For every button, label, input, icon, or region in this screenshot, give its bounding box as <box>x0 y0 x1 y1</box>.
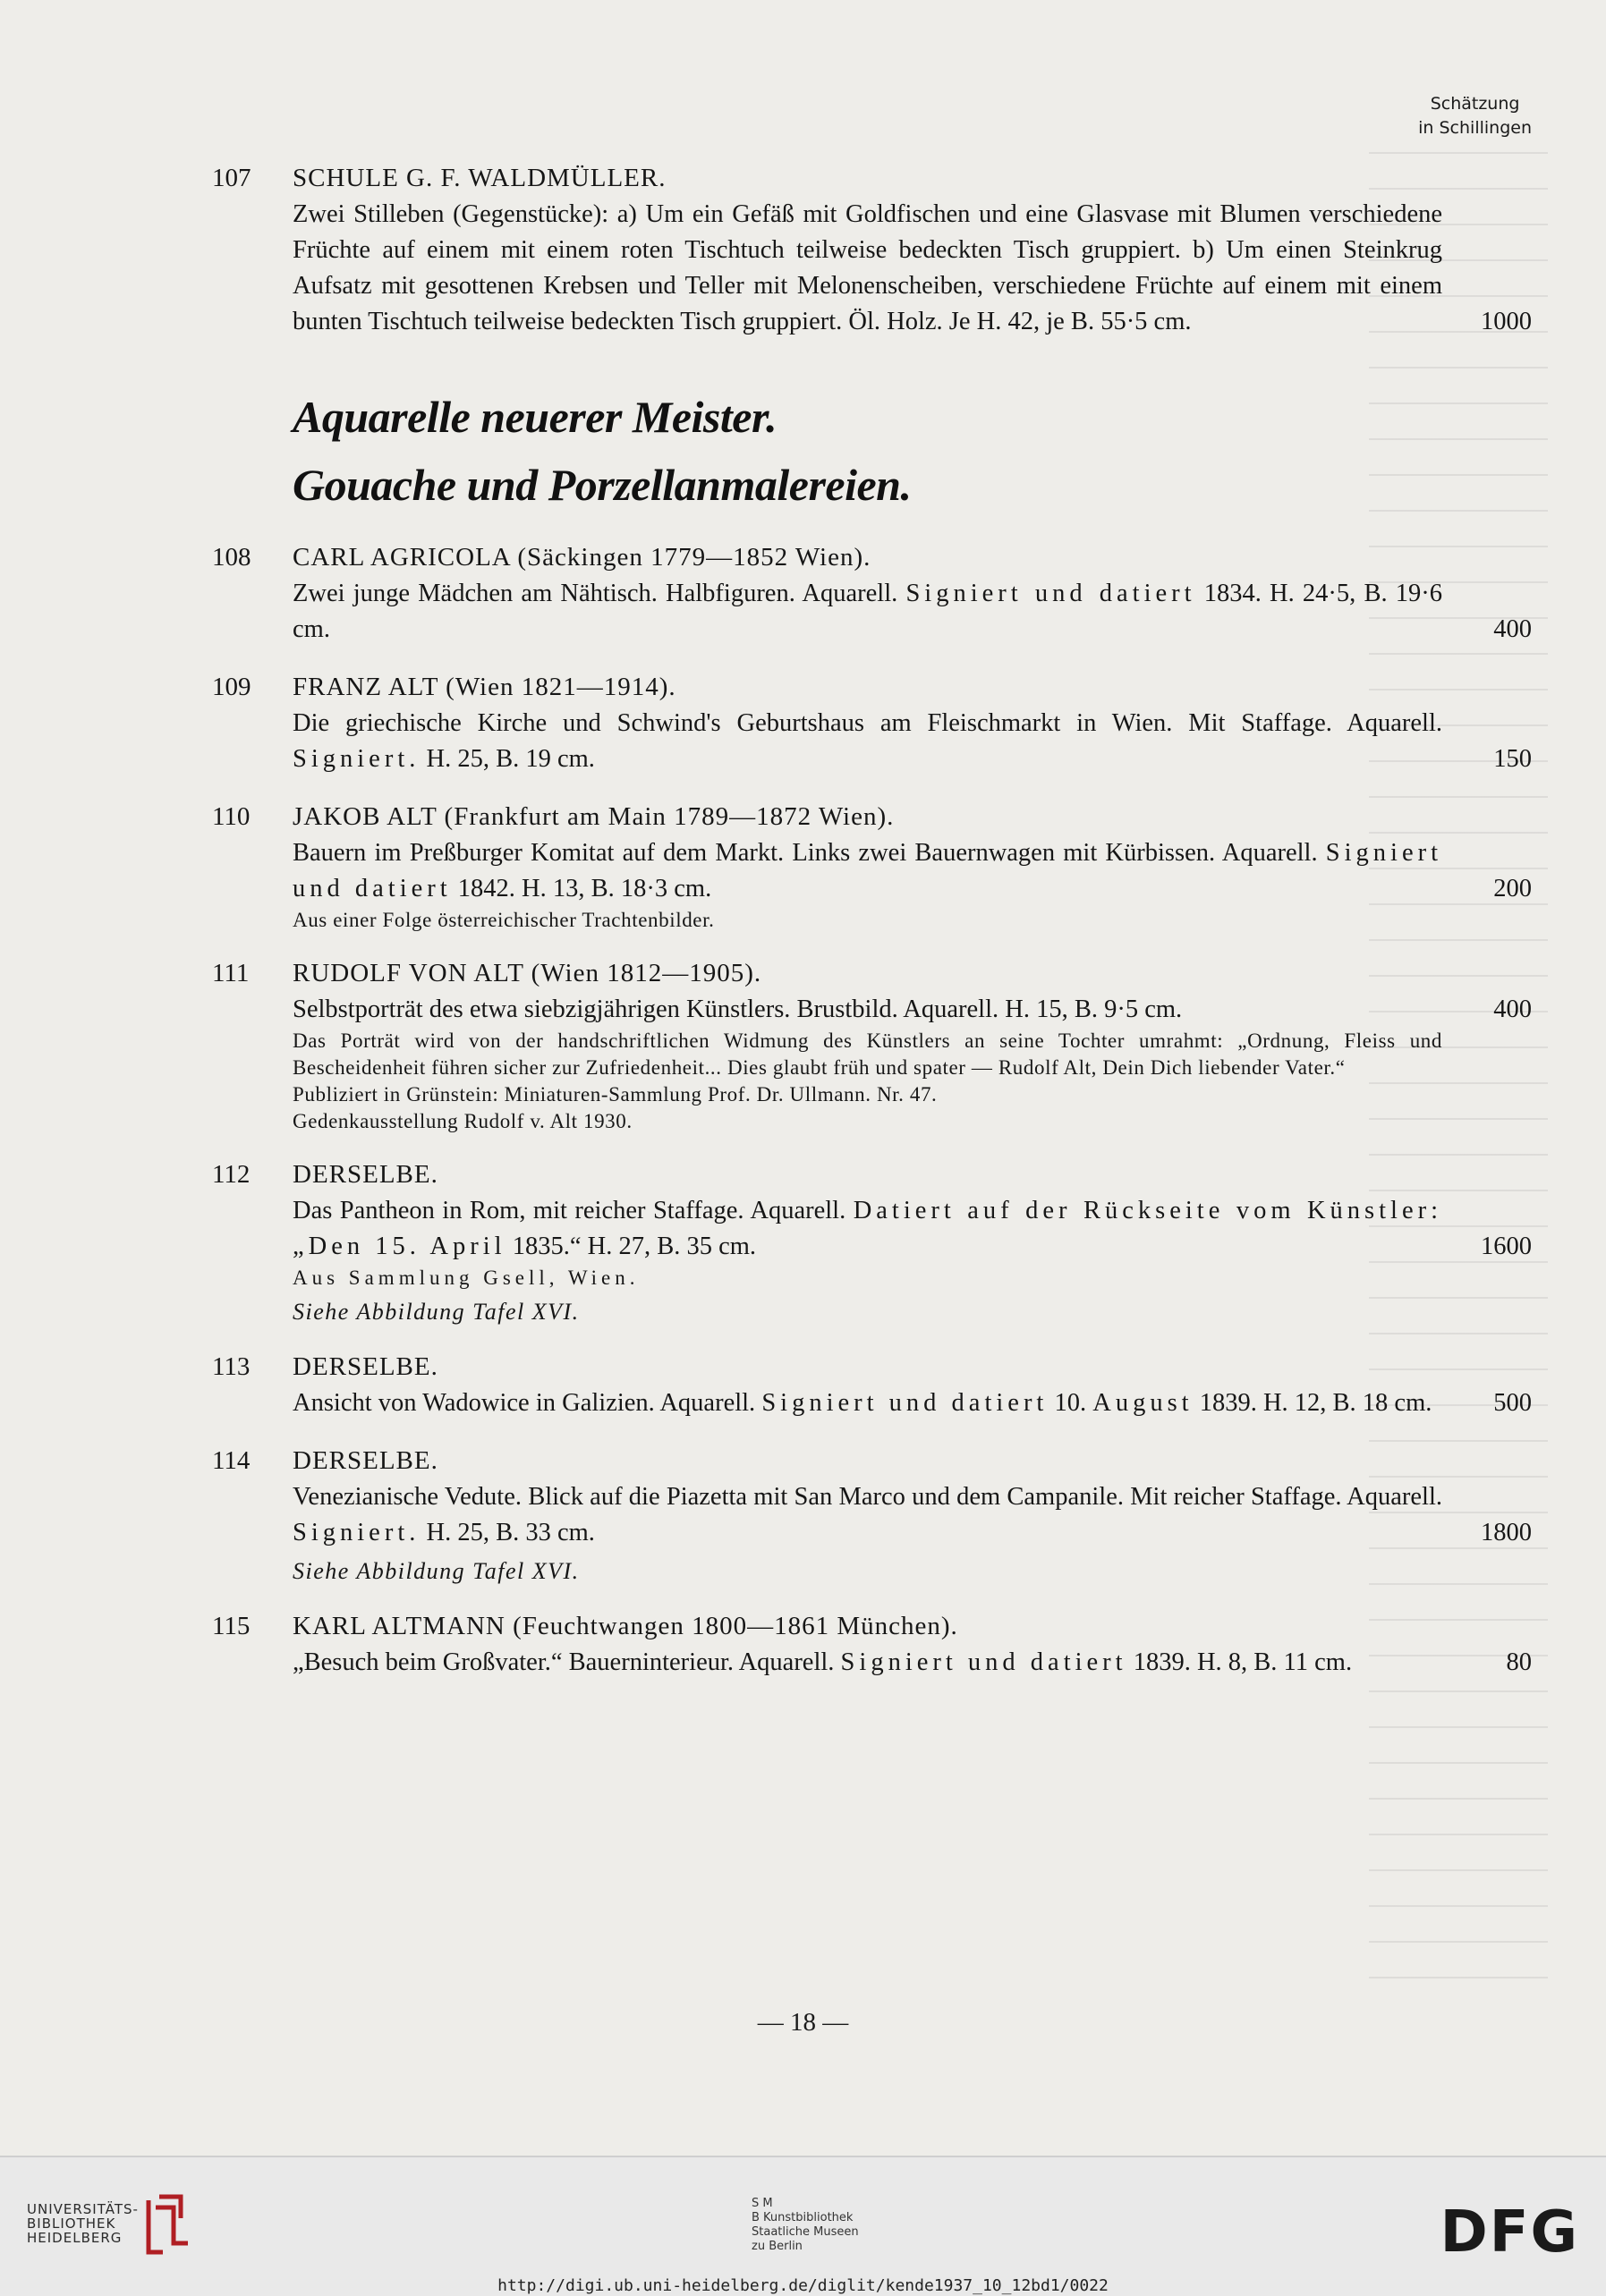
entry-illustration-ref: Siehe Abbildung Tafel XVI. <box>293 1558 580 1584</box>
entry-illustration-ref: Siehe Abbildung Tafel XVI. <box>293 1299 580 1325</box>
estimate-header-line1: Schätzung <box>1430 94 1520 114</box>
page-number: — 18 — <box>757 2008 849 2037</box>
estimate-price: 150 <box>1493 745 1532 773</box>
lot-number: 107 <box>212 164 251 192</box>
estimate-price: 1000 <box>1481 308 1532 335</box>
lot-number: 114 <box>212 1446 251 1475</box>
university-logo-icon <box>141 2193 195 2258</box>
estimate-price: 1600 <box>1481 1233 1532 1260</box>
entry-heading: JAKOB ALT (Frankfurt am Main 1789—1872 Wien). <box>293 802 895 831</box>
estimate-price: 1800 <box>1481 1519 1532 1546</box>
lot-number: 115 <box>212 1612 251 1640</box>
smb-kunstbibliothek-logo: S M B Kunstbibliothek Staatliche Museen zu Berlin <box>752 2197 859 2253</box>
entry-description: Venezianische Vedute. Blick auf die Piazetta mit San Marco und dem Campanile. Mit reicher Staffage. Aquarell. Signiert. H. 25, B. 33 cm. 1800 <box>293 1479 1532 1551</box>
entry-note: Aus einer Folge österreichischer Trachtenbilder. <box>293 909 715 931</box>
entry-description: Bauern im Preßburger Komitat auf dem Markt. Links zwei Bauernwagen mit Kürbissen. Aquarell. Signiert und datiert 1842. H. 13, B. 18·3 cm. 200 <box>293 835 1532 907</box>
estimate-price: 200 <box>1493 875 1532 902</box>
entry-publication: Publiziert in Grünstein: Miniaturen-Sammlung Prof. Dr. Ullmann. Nr. 47. <box>293 1083 938 1106</box>
entry-description: Die griechische Kirche und Schwind's Geburtshaus am Fleischmarkt in Wien. Mit Staffage. Aquarell. Signiert. H. 25, B. 19 cm. 150 <box>293 706 1532 777</box>
estimate-column-header <box>1418 92 1532 140</box>
section-heading <box>293 383 1532 519</box>
source-url-link[interactable]: http://digi.ub.uni-heidelberg.de/diglit/kende1937_10_12bd1/0022 <box>497 2276 1109 2295</box>
catalog-entry-113 <box>212 1348 1532 1421</box>
estimate-price: 500 <box>1493 1389 1532 1417</box>
catalog-content <box>212 159 1532 1701</box>
catalog-entry-109 <box>212 668 1532 777</box>
estimate-price: 80 <box>1506 1648 1532 1676</box>
entry-description: Ansicht von Wadowice in Galizien. Aquarell. Signiert und datiert 10. August 1839. H. 12, B. 18 cm. 500 <box>293 1385 1532 1421</box>
entry-heading: DERSELBE. <box>293 1160 438 1189</box>
entry-description: Zwei junge Mädchen am Nähtisch. Halbfiguren. Aquarell. Signiert und datiert 1834. H. 24·5, B. 19·6 cm. 400 <box>293 576 1532 648</box>
entry-heading: FRANZ ALT (Wien 1821—1914). <box>293 673 676 701</box>
catalog-entry-112 <box>212 1156 1532 1327</box>
entry-note: Das Porträt wird von der handschriftlichen Widmung des Künstlers an seine Tochter umrahmt: „Ordnung, Fleiss und Bescheidenheit führen sicher zur Zufriedenheit... Dies glaubt früh und spater — Rudolf Alt, Dein Dich liebender Vater.“ <box>293 1029 1442 1079</box>
lot-number: 112 <box>212 1160 251 1189</box>
entry-heading: DERSELBE. <box>293 1352 438 1381</box>
digitization-footer <box>0 2156 1606 2296</box>
entry-description: Das Pantheon in Rom, mit reicher Staffage. Aquarell. Datiert auf der Rückseite vom Künstler: „Den 15. April 1835.“ H. 27, B. 35 cm. 1600 <box>293 1193 1532 1265</box>
entry-description: „Besuch beim Großvater.“ Bauerninterieur. Aquarell. Signiert und datiert 1839. H. 8, B. 11 cm. 80 <box>293 1645 1532 1681</box>
entry-heading: SCHULE G. F. WALDMÜLLER. <box>293 164 667 192</box>
dfg-logo: DFG <box>1440 2199 1579 2266</box>
entry-description: Selbstporträt des etwa siebzigjährigen Künstlers. Brustbild. Aquarell. H. 15, B. 9·5 cm. 400 <box>293 992 1532 1028</box>
lot-number: 111 <box>212 959 250 987</box>
entry-provenance: Aus Sammlung Gsell, Wien. <box>293 1267 640 1289</box>
section-heading-line2: Gouache und Porzellanmalereien. <box>293 460 912 510</box>
lot-number: 108 <box>212 543 251 572</box>
catalog-entry-115 <box>212 1607 1532 1681</box>
entry-heading: CARL AGRICOLA (Säckingen 1779—1852 Wien). <box>293 543 871 572</box>
catalog-entry-111 <box>212 954 1532 1135</box>
estimate-header-line2: in Schillingen <box>1418 118 1532 138</box>
section-heading-line1: Aquarelle neuerer Meister. <box>293 392 778 442</box>
catalog-entry-110 <box>212 798 1532 934</box>
entry-exhibition: Gedenkausstellung Rudolf v. Alt 1930. <box>293 1110 633 1132</box>
estimate-price: 400 <box>1493 615 1532 643</box>
lot-number: 113 <box>212 1352 251 1381</box>
lot-number: 109 <box>212 673 251 701</box>
estimate-price: 400 <box>1493 995 1532 1023</box>
entry-heading: KARL ALTMANN (Feuchtwangen 1800—1861 München). <box>293 1612 958 1640</box>
catalog-entry-108 <box>212 538 1532 648</box>
university-library-logo-text: UNIVERSITÄTS- BIBLIOTHEK HEIDELBERG <box>27 2201 139 2246</box>
entry-description: Zwei Stilleben (Gegenstücke): a) Um ein Gefäß mit Goldfischen und eine Glasvase mit Blumen verschiedene Früchte auf einem mit einem roten Tischtuch teilweise bedeckten Tisch gruppiert. b) Um einen Steinkrug Aufsatz mit gesottenen Krebsen und Teller mit Melonenscheiben, verschiedene Früchte auf einem mit einem bunten Tischtuch teilweise bedeckten Tisch gruppiert. Öl. Holz. Je H. 42, je B. 55·5 cm. 1000 <box>293 197 1532 340</box>
catalog-entry-114 <box>212 1442 1532 1587</box>
lot-number: 110 <box>212 802 251 831</box>
entry-heading: RUDOLF VON ALT (Wien 1812—1905). <box>293 959 762 987</box>
entry-heading: DERSELBE. <box>293 1446 438 1475</box>
catalog-entry-107 <box>212 159 1532 340</box>
